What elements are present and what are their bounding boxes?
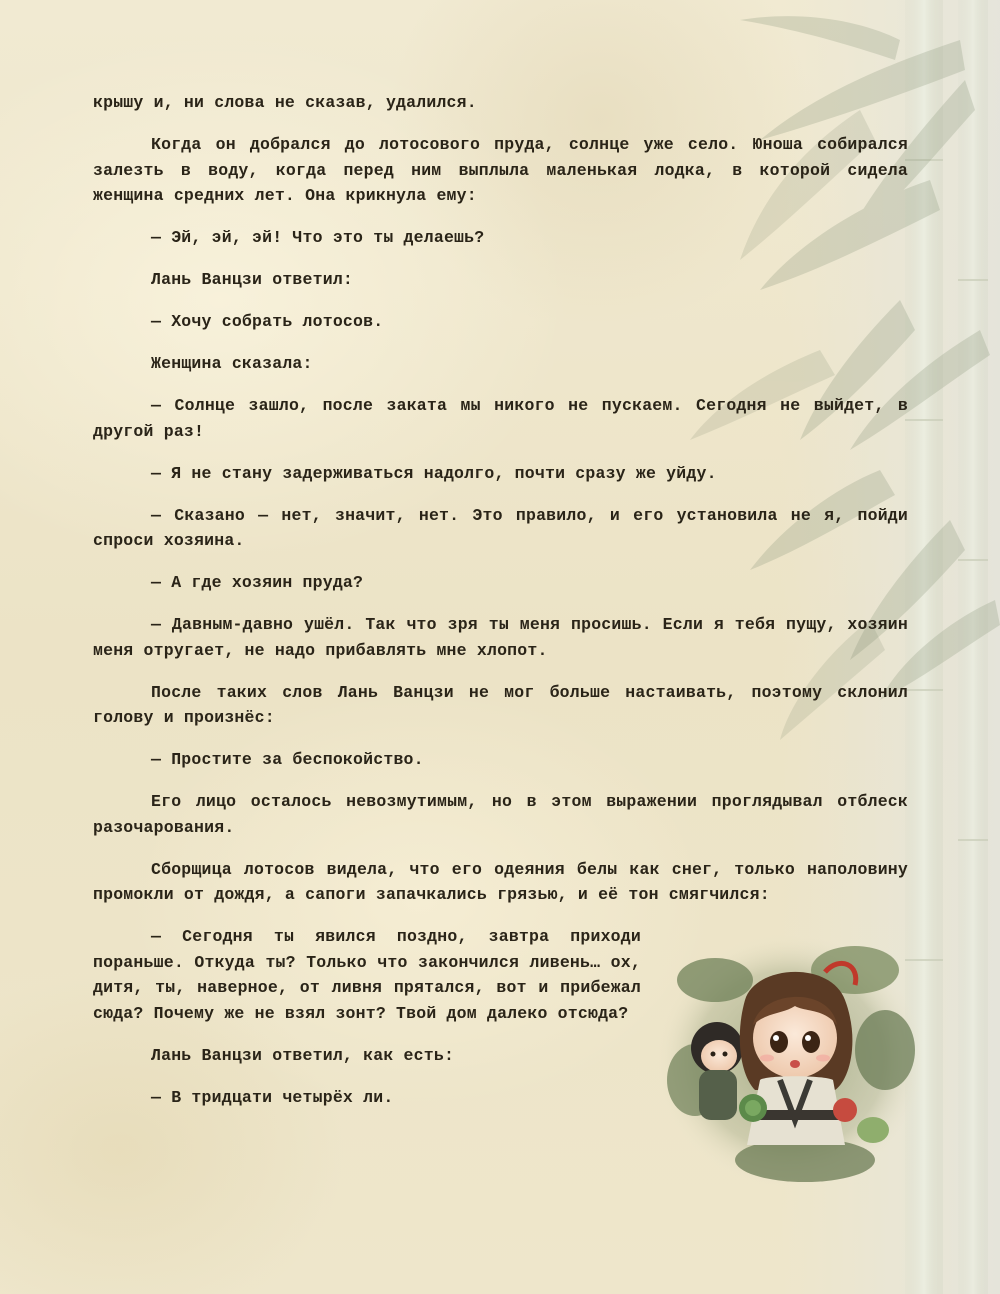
paragraph: Лань Ванцзи ответил, как есть: xyxy=(151,1045,455,1065)
paragraph: — Сегодня ты явился поздно, завтра приходи пораньше. Откуда ты? Только что закончился ливень… ох, дитя, ты, наверное, от ливня прятался, вот и прибежал сюда? Почему же не взял зонт? Твой дом далеко отсюда? xyxy=(93,927,641,1023)
paragraph: — Эй, эй, эй! Что это ты делаешь? xyxy=(151,228,485,247)
paragraph: — В тридцати четырёх ли. xyxy=(151,1087,394,1107)
paragraph: крышу и, ни слова не сказав, удалился. xyxy=(93,93,477,112)
paragraph: — Простите за беспокойство. xyxy=(151,750,424,769)
paragraph: Сборщица лотосов видела, что его одеяния белы как снег, только наполовину промокли от дождя, а сапоги запачкались грязью, и её тон смягчился: xyxy=(93,859,908,904)
paragraph: После таких слов Лань Ванцзи не мог больше настаивать, поэтому склонил голову и произнёс: xyxy=(93,682,908,727)
paragraph: Женщина сказала: xyxy=(151,354,313,373)
paragraph: Его лицо осталось невозмутимым, но в этом выражении проглядывал отблеск разочарования. xyxy=(93,792,908,837)
paragraph: — А где хозяин пруда? xyxy=(151,573,364,592)
chibi-illustration xyxy=(655,930,925,1190)
paragraph: Лань Ванцзи ответил: xyxy=(151,270,354,289)
paragraph: — Хочу собрать лотосов. xyxy=(151,312,384,331)
paragraph: — Солнце зашло, после заката мы никого не пускаем. Сегодня не выйдет, в другой раз! xyxy=(93,396,908,441)
paragraph: — Сказано — нет, значит, нет. Это правило, и его установила не я, пойди спроси хозяина. xyxy=(93,505,908,550)
paragraph: — Я не стану задерживаться надолго, почти сразу же уйду. xyxy=(151,463,717,483)
paragraph: Когда он добрался до лотосового пруда, солнце уже село. Юноша собирался залезть в воду, когда перед ним выплыла маленькая лодка, в которой сидела женщина средних лет. Она крикнула ему: xyxy=(93,135,908,205)
paragraph: — Давным-давно ушёл. Так что зря ты меня просишь. Если я тебя пущу, хозяин меня отругает, не надо прибавлять мне хлопот. xyxy=(93,615,908,660)
